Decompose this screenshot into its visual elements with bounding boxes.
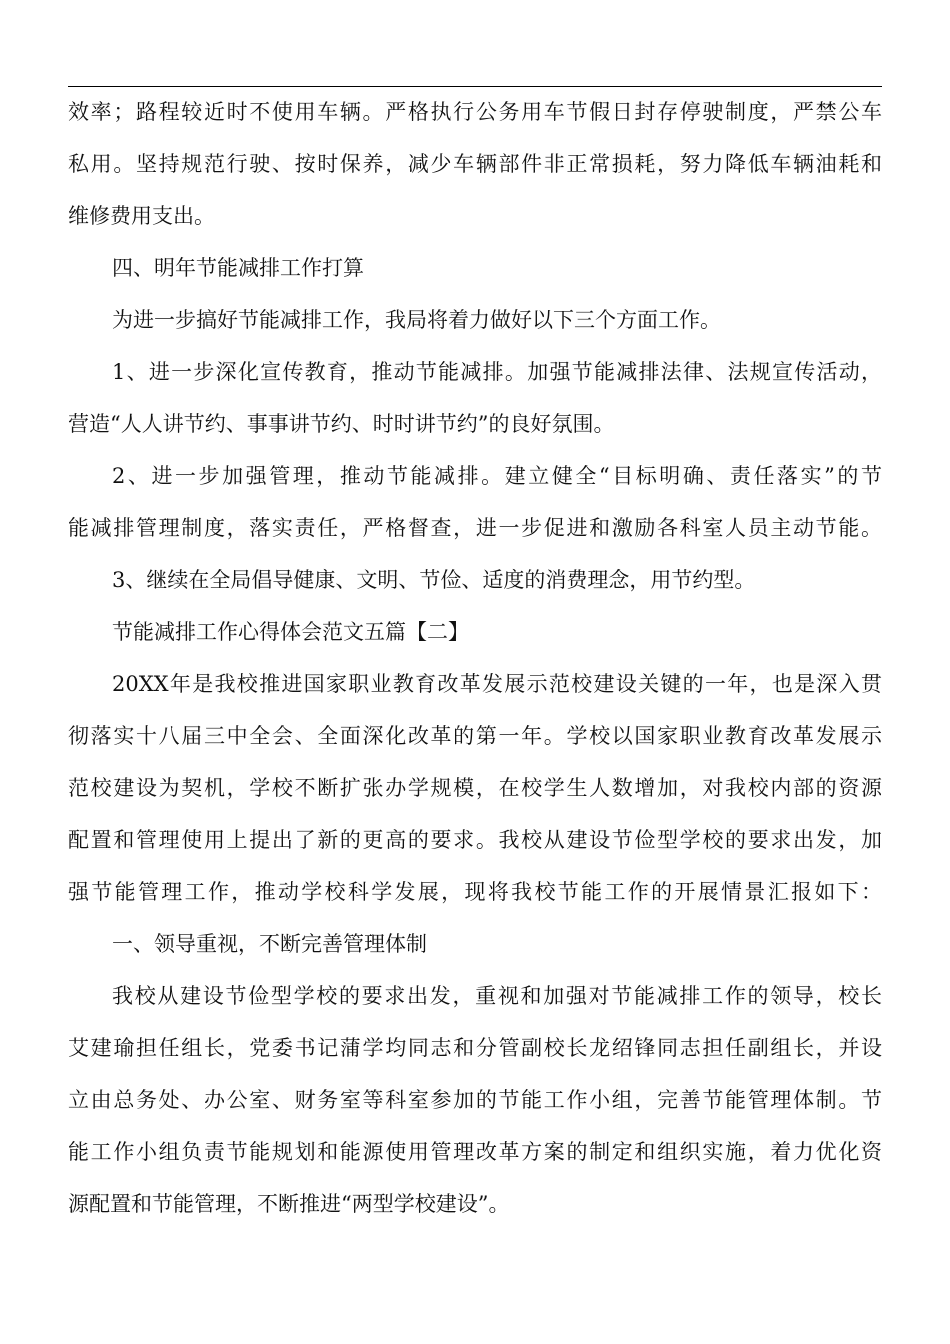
text-line: 2、进一步加强管理，推动节能减排。建立健全“目标明确、责任落实”的节 bbox=[112, 464, 882, 488]
section-heading: 节能减排工作心得体会范文五篇【二】 bbox=[112, 620, 469, 644]
text-line: 营造“人人讲节约、事事讲节约、时时讲节约”的良好氛围。 bbox=[68, 412, 615, 436]
text-line: 强节能管理工作，推动学校科学发展，现将我校节能工作的开展情景汇报如下： bbox=[68, 880, 882, 904]
section-heading: 一、领导重视，不断完善管理体制 bbox=[112, 932, 427, 956]
text-line: 配置和管理使用上提出了新的更高的要求。我校从建设节俭型学校的要求出发，加 bbox=[68, 828, 882, 852]
text-line: 艾建瑜担任组长，党委书记蒲学均同志和分管副校长龙绍锋同志担任副组长，并设 bbox=[68, 1036, 882, 1060]
text-line: 能工作小组负责节能规划和能源使用管理改革方案的制定和组织实施，着力优化资 bbox=[68, 1140, 882, 1164]
text-line: 私用。坚持规范行驶、按时保养，减少车辆部件非正常损耗，努力降低车辆油耗和 bbox=[68, 152, 882, 176]
text-line: 为进一步搞好节能减排工作，我局将着力做好以下三个方面工作。 bbox=[112, 308, 721, 332]
text-line: 1、进一步深化宣传教育，推动节能减排。加强节能减排法律、法规宣传活动， bbox=[112, 360, 882, 384]
section-heading: 四、明年节能减排工作打算 bbox=[112, 256, 364, 280]
text-line: 维修费用支出。 bbox=[68, 204, 215, 228]
text-line: 能减排管理制度，落实责任，严格督查，进一步促进和激励各科室人员主动节能。 bbox=[68, 516, 882, 540]
text-line: 3、继续在全局倡导健康、文明、节俭、适度的消费理念，用节约型。 bbox=[112, 568, 756, 592]
text-line: 立由总务处、办公室、财务室等科室参加的节能工作小组，完善节能管理体制。节 bbox=[68, 1088, 882, 1112]
document-body bbox=[68, 86, 882, 1230]
text-line: 源配置和节能管理，不断推进“两型学校建设”。 bbox=[68, 1192, 510, 1216]
text-line: 效率；路程较近时不使用车辆。严格执行公务用车节假日封存停驶制度，严禁公车 bbox=[68, 100, 882, 124]
text-line: 我校从建设节俭型学校的要求出发，重视和加强对节能减排工作的领导，校长 bbox=[112, 984, 882, 1008]
text-line: 范校建设为契机，学校不断扩张办学规模，在校学生人数增加，对我校内部的资源 bbox=[68, 776, 882, 800]
text-line: 彻落实十八届三中全会、全面深化改革的第一年。学校以国家职业教育改革发展示 bbox=[68, 724, 882, 748]
text-line: 20XX年是我校推进国家职业教育改革发展示范校建设关键的一年，也是深入贯 bbox=[112, 672, 882, 696]
